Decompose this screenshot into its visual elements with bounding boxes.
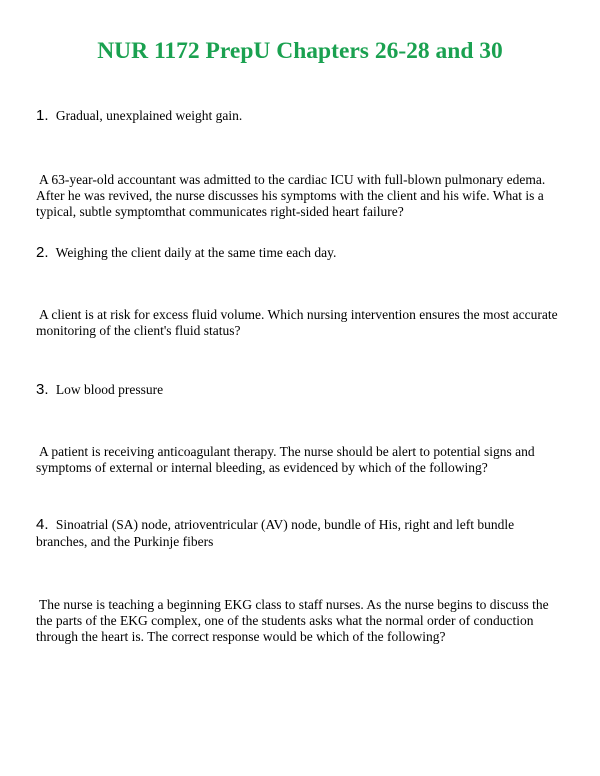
item-number: 2. xyxy=(36,244,49,261)
question-text-4: The nurse is teaching a beginning EKG class to staff nurses. As the nurse begins to discuss the the parts of the EKG complex, one of the students asks what the normal order of conduction through the heart is. The correct response would be which of the following? xyxy=(36,597,549,644)
item-number: 4. xyxy=(36,516,49,533)
question-text-1: A 63-year-old accountant was admitted to the cardiac ICU with full-blown pulmonary edema. After he was revived, the nurse discusses his symptoms with the client and his wife. What is a typical, subtle symptomthat communicates right-sided heart failure? xyxy=(36,172,546,219)
question-text-2: A client is at risk for excess fluid volume. Which nursing intervention ensures the most accurate monitoring of the client's fluid status? xyxy=(36,307,558,338)
answer-item-1 xyxy=(36,107,566,124)
answer-item-4 xyxy=(36,516,556,550)
question-text-3: A patient is receiving anticoagulant therapy. The nurse should be alert to potential signs and symptoms of external or internal bleeding, as evidenced by which of the following? xyxy=(36,444,535,475)
answer-text: Low blood pressure xyxy=(55,382,164,397)
item-number: 1. xyxy=(36,107,49,124)
answer-text: Weighing the client daily at the same time each day. xyxy=(55,245,337,260)
answer-text: Sinoatrial (SA) node, atrioventricular (AV) node, bundle of His, right and left bundle branches, and the Purkinje fibers xyxy=(36,517,515,549)
item-number: 3. xyxy=(36,381,49,398)
document-title: NUR 1172 PrepU Chapters 26-28 and 30 xyxy=(97,38,503,64)
answer-item-2 xyxy=(36,244,566,261)
answer-item-3 xyxy=(36,381,566,398)
answer-text: Gradual, unexplained weight gain. xyxy=(55,108,243,123)
